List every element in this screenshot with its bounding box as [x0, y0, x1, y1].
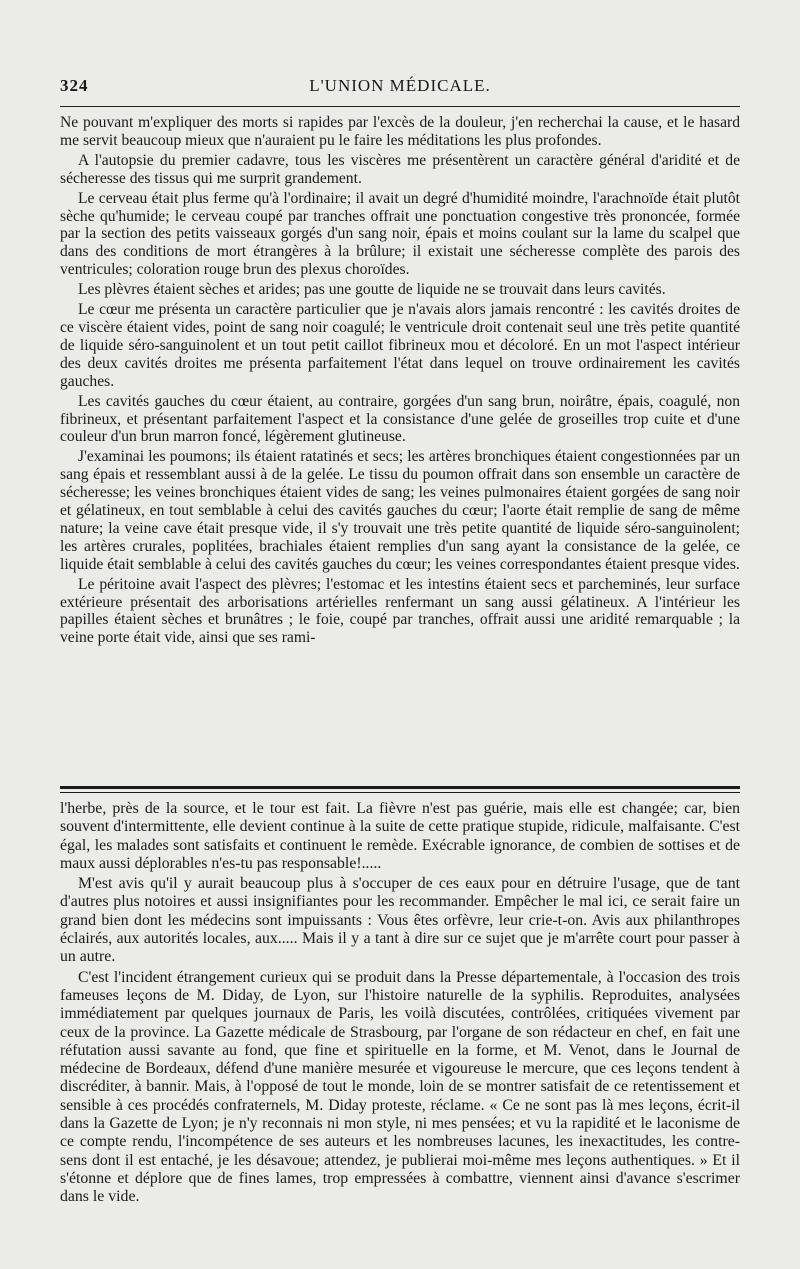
paragraph: C'est l'incident étrangement curieux qui se produit dans la Presse départementale, à l'occasion des trois fameuses leçons de M. Diday, de Lyon, sur l'histoire naturelle de la syphilis. Reproduites, analysées immédiatement par quelques journaux de Paris, les voilà discutées, contrôlées, critiquées vivement par ceux de la province. La Gazette médicale de Strasbourg, par l'organe de son rédacteur en chef, en fait une réfutation aussi savante au fond, que fine et spirituelle en la forme, et M. Venot, dans le Journal de médecine de Bordeaux, défend d'une manière mesurée et vigoureuse le mercure, que ces leçons tendent à discréditer, à bannir. Mais, à l'opposé de tout le monde, loin de se montrer satisfait de ce retentissement et sensible à ces procédés confraternels, M. Diday proteste, réclame. « Ce ne sont pas là mes leçons, écrit-il dans la Gazette de Lyon; je n'y reconnais ni mon style, ni mes pensées; et vu la rapidité et le laconisme de ce compte rendu, l'incompétence de ses auteurs et les nombreuses lacunes, les inexactitudes, les contre-sens dont il est entaché, je les désavoue; attendez, je publierai moi-même mes leçons authentiques. » Et il s'étonne et déplore que de fines lames, trop empressées à combattre, viennent ainsi d'avance s'escrimer dans le vide. — [60, 968, 740, 1206]
main-article — [60, 114, 740, 649]
paragraph: Le péritoine avait l'aspect des plèvres; l'estomac et les intestins étaient secs et parcheminés, leur surface extérieure présentait des arborisations artérielles renfermant un sang aussi gélatineux. A l'intérieur les papilles étaient sèches et brunâtres ; le foie, coupé par tranches, offrait aussi une aridité remarquable ; la veine porte était vide, ainsi que ses rami- — [60, 575, 740, 647]
paragraph: l'herbe, près de la source, et le tour est fait. La fièvre n'est pas guérie, mais elle est changée; car, bien souvent d'intermittente, elle devient continue à la suite de cette pratique stupide, ridicule, malfaisante. C'est égal, les malades sont satisfaits et continuent le remède. Exécrable ignorance, de combien de sottises et de maux aussi déplorables n'es-tu pas responsable!..... — [60, 800, 740, 872]
running-title: L'UNION MÉDICALE. — [309, 76, 491, 95]
paragraph: J'examinai les poumons; ils étaient ratatinés et secs; les artères bronchiques étaient congestionnées par un sang épais et ressemblant aussi à de la gelée. Le tissu du poumon offrait dans son ensemble un caractère de sécheresse; les veines bronchiques étaient vides de sang; les veines pulmonaires étaient gorgées de sang noir et gélatineux, en tout semblable à celui des cavités gauches du cœur; l'aorte était remplie de sang de même nature; la veine cave était presque vide, il s'y trouvait une très petite quantité de liquide séro-sanguinolent; les artères crurales, poplitées, brachiales étaient remplies d'un sang ayant la consistance de la gelée, ce liquide était semblable à celui des cavités gauches du cœur; les veines correspondantes étaient presque vides. — [60, 448, 740, 573]
page-number: 324 — [60, 76, 89, 95]
feuilleton-section — [60, 800, 740, 1209]
header-rule — [60, 106, 740, 107]
paragraph: Le cerveau était plus ferme qu'à l'ordinaire; il avait un degré d'humidité moindre, l'arachnoïde était plutôt sèche qu'humide; le cerveau coupé par tranches offrait une ponctuation congestive très prononcée, formée par la section des petits vaisseaux gorgés d'un sang noir, épais et moins coulant sur la lame du scalpel que dans des conditions de mort étrangères à la brûlure; il existait une sécheresse complète des parois des ventricules; coloration rouge brun des plexus choroïdes. — [60, 189, 740, 279]
paragraph: Les plèvres étaient sèches et arides; pas une goutte de liquide ne se trouvait dans leurs cavités. — [78, 281, 666, 299]
paragraph: A l'autopsie du premier cadavre, tous les viscères me présentèrent un caractère général d'aridité et de sécheresse des tissus qui me surprit grandement. — [60, 151, 740, 187]
paragraph: Le cœur me présenta un caractère particulier que je n'avais alors jamais rencontré : les cavités droites de ce viscère étaient vides, point de sang noir coagulé; le ventricule droit contenait seul une très petite quantité de liquide séro-sanguinolent et un tout petit caillot fibrineux mou et décoloré. En un mot l'aspect intérieur des deux cavités droites me présenta parfaitement l'état dans lequel on trouve ordinairement les cavités gauches. — [60, 301, 740, 390]
paragraph: M'est avis qu'il y aurait beaucoup plus à s'occuper de ces eaux pour en détruire l'usage, que de tant d'autres plus notoires et aussi insignifiantes pour les recommander. Empêcher le mal ici, ce serait faire un grand bien dont les médecins sont impuissants : Vous êtes orfèvre, leur crie-t-on. Avis aux philanthropes éclairés, aux autorités locales, aux..... Mais il y a tant à dire sur ce sujet que je m'arrête court pour passer à un autre. — [60, 875, 740, 966]
paragraph: Ne pouvant m'expliquer des morts si rapides par l'excès de la douleur, j'en recherchai la cause, et le hasard me servit beaucoup mieux que n'auraient pu le faire les méditations les plus profondes. — [60, 114, 740, 149]
page-header — [60, 76, 740, 100]
paragraph: Les cavités gauches du cœur étaient, au contraire, gorgées d'un sang brun, noirâtre, épais, coagulé, non fibrineux, et présentant parfaitement l'aspect et la consistance d'une gelée de groseilles trop cuite et d'une couleur d'un brun marron foncé, légèrement glutineuse. — [60, 392, 740, 446]
feuilleton-divider — [60, 786, 740, 793]
